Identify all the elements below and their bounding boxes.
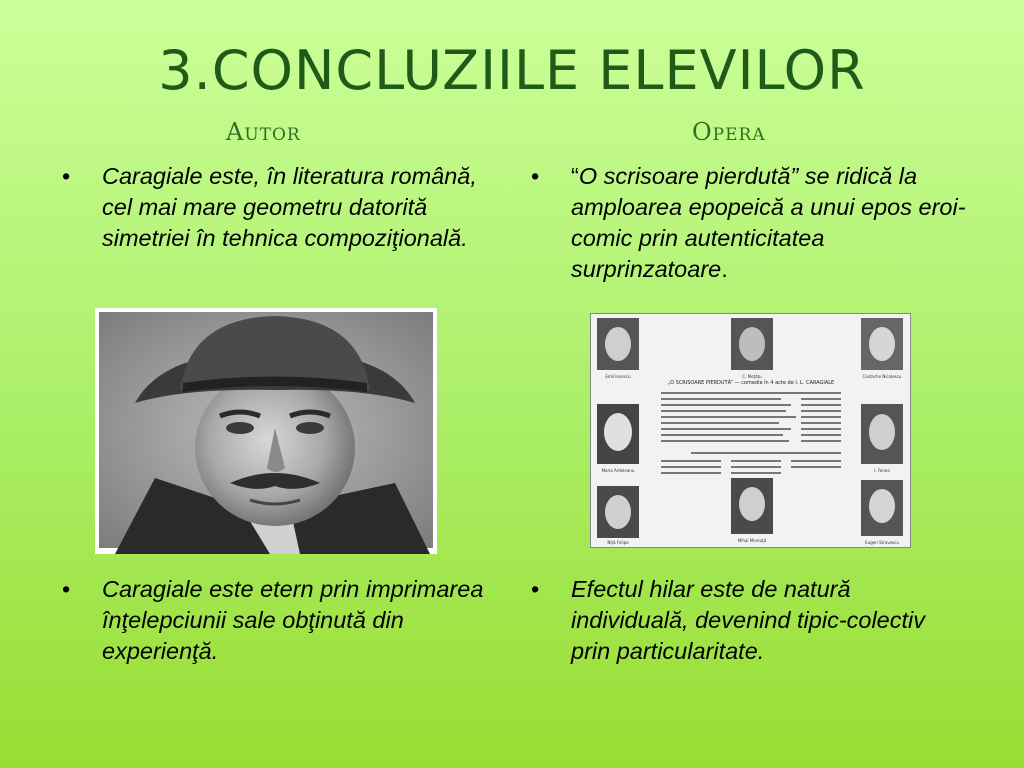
bullet-work-epic — [531, 161, 981, 285]
bullet-text: Efectul hilar este de natură individuală, devenind tipic-colectiv prin particularitate. — [571, 576, 926, 664]
bullet-text: Caragiale este etern prin imprimarea înţelepciunii sale obţinută din experienţă. — [102, 576, 484, 664]
poster-name: Niţă Felipe — [607, 540, 629, 545]
bullet-marker: • — [531, 576, 540, 602]
bullet-marker: • — [62, 576, 71, 602]
bullet-period: . — [721, 256, 728, 282]
bullet-author-eternal — [62, 574, 502, 667]
bullet-text: Caragiale este, în literatura română, cel mai mare geometru datorită simetriei în tehnica compoziţională. — [102, 163, 477, 251]
bullet-author-geometry — [62, 161, 502, 254]
slide-title: 3.CONCLUZIILE ELEVILOR — [158, 39, 866, 102]
play-poster-image — [590, 313, 911, 548]
poster-name: Maria Ardeleanu — [601, 468, 635, 473]
work-title: O scrisoare pierdută — [578, 163, 791, 189]
bullet-marker: • — [62, 163, 71, 189]
poster-name: I. Fanea — [874, 468, 890, 473]
poster-name: Mihai Mereuţă — [737, 538, 767, 543]
column-header-work: Opera — [692, 118, 766, 146]
bullet-marker: • — [531, 163, 540, 189]
poster-name: Eugen Stravescu — [865, 540, 899, 545]
column-header-author: Autor — [226, 118, 301, 146]
poster-name: Emil Ionescu — [605, 374, 631, 379]
quote-open: “ — [571, 163, 579, 189]
poster-name: Costache Nicolescu — [862, 374, 902, 379]
author-portrait-photo — [95, 308, 437, 554]
poster-headline: „O SCRISOARE PIERDUTĂ” — comedie în 4 acte de I. L. CARAGIALE — [667, 380, 835, 386]
bullet-text: ” se ridică la amploarea epopeică a unui epos eroi-comic prin autenticitatea surprinzatoare — [571, 163, 966, 282]
bullet-work-comic-effect — [531, 574, 961, 667]
poster-name: C. Moţăţu — [742, 374, 762, 379]
